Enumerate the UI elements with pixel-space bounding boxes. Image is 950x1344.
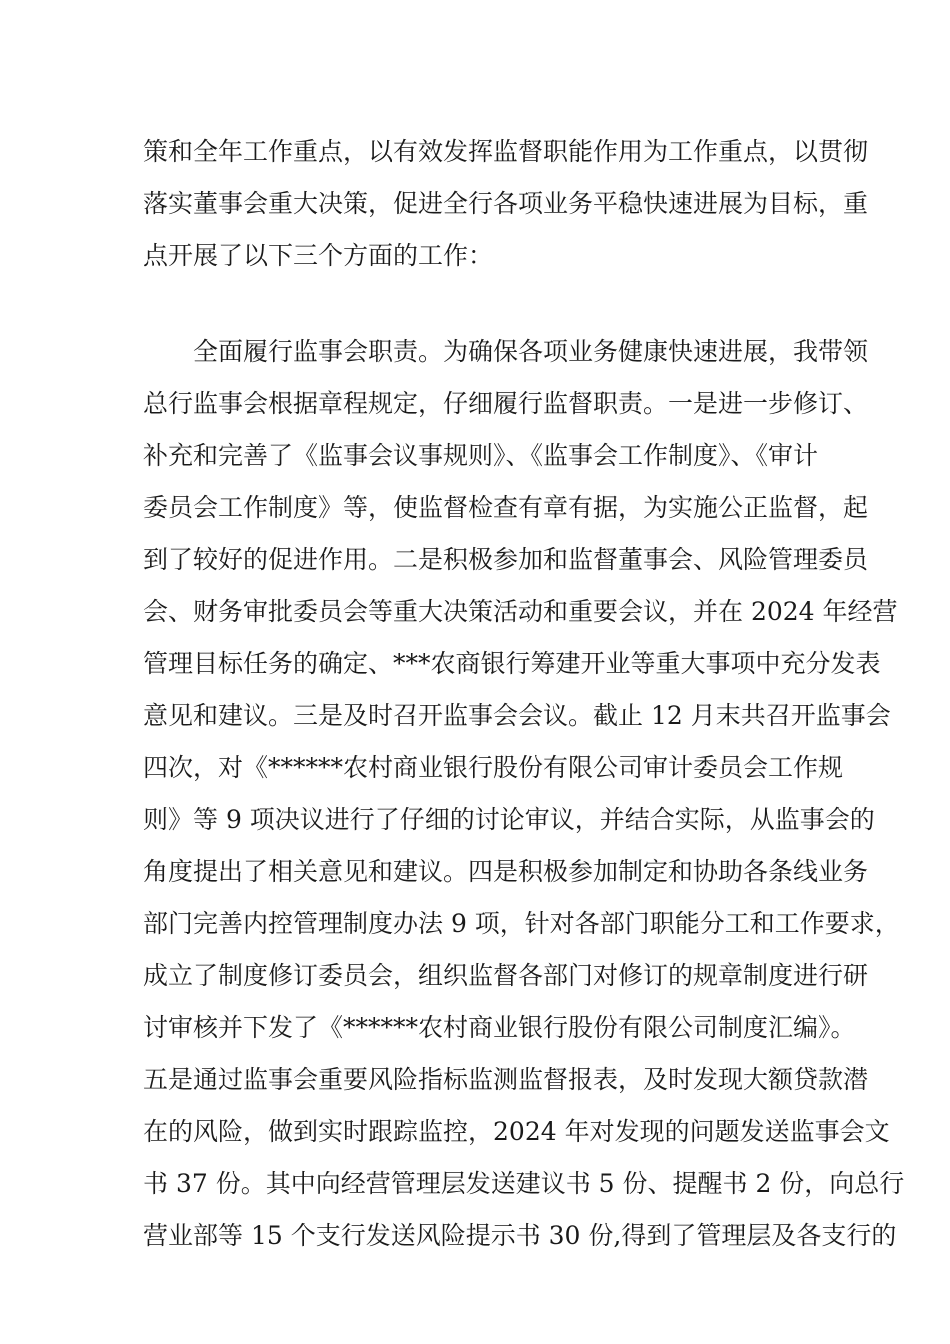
body-text-line: 五是通过监事会重要风险指标监测监督报表，及时发现大额贷款潜 (143, 1065, 869, 1094)
body-text-line: 策和全年工作重点，以有效发挥监督职能作用为工作重点，以贯彻 (143, 137, 869, 166)
paragraph-first-line: 全面履行监事会职责。为确保各项业务健康快速进展，我带领 (193, 337, 869, 366)
body-text-line: 角度提出了相关意见和建议。四是积极参加制定和协助各条线业务 (143, 857, 869, 886)
body-text-line: 到了较好的促进作用。二是积极参加和监督董事会、风险管理委员 (143, 545, 869, 574)
body-text-line: 意见和建议。三是及时召开监事会会议。截止 12 月末共召开监事会 (143, 701, 891, 730)
body-text-line: 点开展了以下三个方面的工作： (143, 241, 494, 270)
body-text-line: 部门完善内控管理制度办法 9 项，针对各部门职能分工和工作要求， (143, 909, 900, 938)
body-text-line: 委员会工作制度》等，使监督检查有章有据，为实施公正监督，起 (143, 493, 869, 522)
body-text-line: 成立了制度修订委员会，组织监督各部门对修订的规章制度进行研 (143, 961, 869, 990)
body-text-line: 书 37 份。其中向经营管理层发送建议书 5 份、提醒书 2 份，向总行 (143, 1169, 905, 1198)
body-text-line: 落实董事会重大决策，促进全行各项业务平稳快速进展为目标，重 (143, 189, 869, 218)
body-text-line: 补充和完善了《监事会议事规则》、《监事会工作制度》、《审计 (143, 441, 819, 470)
body-text-line: 在的风险，做到实时跟踪监控，2024 年对发现的问题发送监事会文 (143, 1117, 890, 1146)
body-text-line: 总行监事会根据章程规定，仔细履行监督职责。一是进一步修订、 (143, 389, 869, 418)
body-text-line: 四次，对《******农村商业银行股份有限公司审计委员会工作规 (143, 753, 844, 782)
body-text-line: 讨审核并下发了《******农村商业银行股份有限公司制度汇编》。 (143, 1013, 856, 1042)
body-text-line: 管理目标任务的确定、***农商银行筹建开业等重大事项中充分发表 (143, 649, 881, 678)
body-text-line: 会、财务审批委员会等重大决策活动和重要会议，并在 2024 年经营 (143, 597, 898, 626)
body-text-line: 则》等 9 项决议进行了仔细的讨论审议，并结合实际，从监事会的 (143, 805, 875, 834)
body-text-line: 营业部等 15 个支行发送风险提示书 30 份,得到了管理层及各支行的 (143, 1221, 897, 1250)
